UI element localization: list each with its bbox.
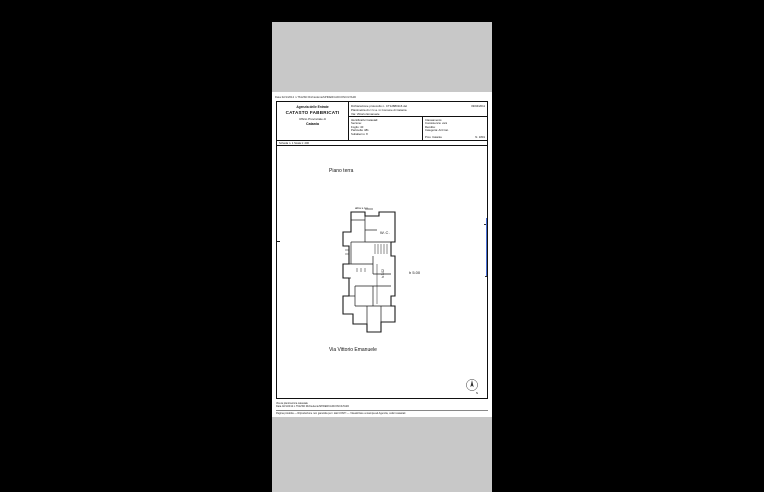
plan-street-label: Via Vittorio Emanuele: [329, 347, 377, 353]
classification-province: Prov. Catania: [425, 135, 442, 140]
plan-other-label: altra s.l.m.: [355, 206, 369, 210]
classification-block: [423, 117, 487, 141]
classification-code: N. 1801: [475, 135, 485, 140]
cadastral-id-title: Identificativi Catastali:: [351, 117, 379, 122]
protocol-line: Dichiarazione protocollo n. CT12880116 del: [351, 103, 408, 108]
classification-categoria: Categoria: A/4 Cat.: [425, 128, 449, 133]
floor-plan-drawing: [277, 146, 489, 399]
bottom-grey-band: [272, 417, 492, 492]
footer-divider: [276, 410, 488, 411]
header-lower-row: [349, 117, 487, 141]
document-header-table: [276, 101, 488, 141]
footer-line-2: Data 02/1/2012 n.T612SD RichiedenteSPIDERCADCONCILTA2D: [276, 405, 349, 409]
header-right: [349, 102, 487, 140]
classification-label: Classamento:: [425, 117, 443, 122]
cadastral-id-block: [349, 117, 423, 141]
scale-text: Scheda n. 1 Scala 1: 200: [279, 141, 310, 145]
plan-height-label: h 5.00: [409, 270, 421, 275]
classification-rendita: Rendita:: [425, 124, 436, 129]
footer-line-1: Visura planimetrica catastale: [276, 402, 308, 405]
agency-block: [277, 102, 349, 140]
compass-label: N: [475, 390, 478, 395]
protocol-block: [349, 102, 487, 117]
cadastral-plan-document: [272, 92, 492, 415]
plan-wc-label: W.C.: [380, 230, 391, 235]
agency-name: Agenzia delle Entrate: [296, 105, 329, 109]
cadastral-id-particella: Particella: 481: [351, 128, 369, 133]
address-line: Via: Vittorio Emanuele: [351, 111, 380, 116]
planimetry-line: Planimetria di c.f.c.a. in Comune di Catania: [351, 107, 407, 112]
footer-line-3: Pagina prodotta — Riproduzione non garantita per i dati CONTI — Visualizzare a stampa ad Agenzia, codici catastali: [276, 411, 406, 415]
cadastral-id-sezione: Sezione:: [351, 121, 362, 126]
classification-consistenza: Consistenza: vani: [425, 121, 448, 126]
plan-vertical-height-label: h 3.02: [381, 269, 385, 278]
plan-floor-label: Piano terra: [329, 168, 354, 174]
cadastral-id-foglio: Foglio: 40: [351, 124, 364, 129]
top-grey-band: [272, 22, 492, 92]
document-page: [272, 0, 492, 492]
agency-city: Catania: [306, 121, 319, 126]
agency-office: Ufficio Provinciale di: [299, 117, 326, 121]
document-footer: [276, 402, 488, 415]
agency-department: CATASTO FABBRICATI: [285, 110, 340, 115]
protocol-date: 09/04/2011: [471, 103, 485, 108]
plan-drawing-frame: [276, 146, 488, 399]
document-micro-header: Data 02/1/2012 n.T612SD RichiedenteSPIDERCADCONCILTA2D: [275, 96, 357, 99]
top-black-band: [272, 0, 492, 22]
cadastral-id-subalterno: Subalterno: 8: [351, 131, 368, 136]
